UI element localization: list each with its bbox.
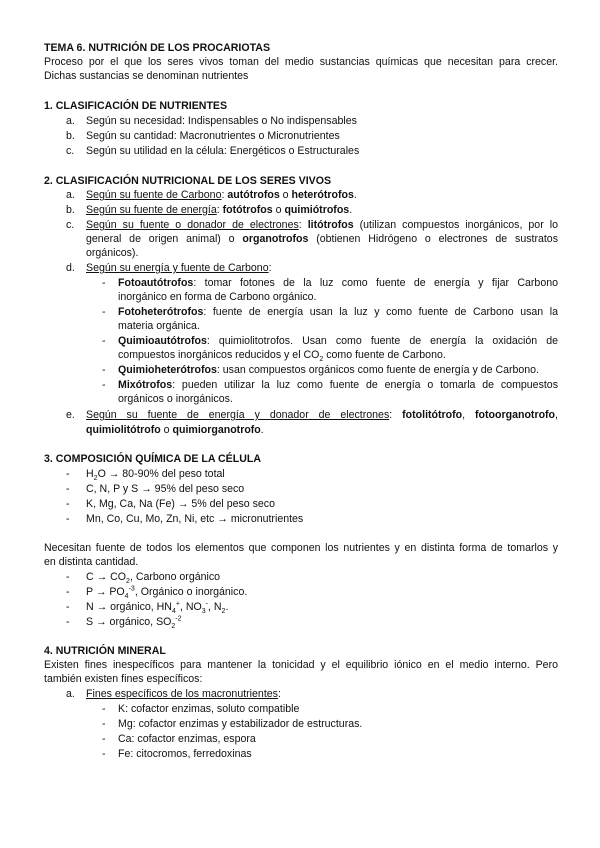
term-heterotrofos: heterótrofos xyxy=(291,189,354,201)
s1-item-b: Según su cantidad: Macronutrientes o Micronutrientes xyxy=(86,130,340,142)
s1-marker-b: b. xyxy=(66,130,75,142)
s1-marker-c: c. xyxy=(66,145,75,157)
s4-marker-a: a. xyxy=(66,688,75,700)
dash: - xyxy=(66,513,70,525)
s2-item-e-line-2: quimiolitótrofo o quimiorganotrofo. xyxy=(86,424,264,436)
s3-source-p: $P \to PO_4^{-3}$, Orgánico o inorgánico. xyxy=(86,585,248,601)
s2-c-label: Según su fuente o donador de electrones xyxy=(86,219,299,231)
dash: - xyxy=(102,748,106,760)
intro-line-1: Proceso por el que los seres vivos toman del medio sustancias químicas que necesitan para crecer. xyxy=(44,56,558,68)
quimioheterotrofos-line-1: Quimioheterótrofos: usan compuestos orgánicos como fuente de energía y de Carbono. xyxy=(118,364,540,376)
term-quimiotrofos: quimiótrofos xyxy=(284,204,350,216)
macronutrient-ca: Ca: cofactor enzimas, espora xyxy=(118,733,256,745)
fotoautotrofos-line-2: inorgánico en forma de Carbono orgánico. xyxy=(118,291,317,303)
s2-marker-c: c. xyxy=(66,219,75,231)
dash: - xyxy=(102,733,106,745)
term-litotrofos: litótrofos xyxy=(307,219,354,231)
dash: - xyxy=(102,335,106,347)
dash: - xyxy=(102,364,106,376)
fotoheterotrofos-line-2: materia orgánica. xyxy=(118,320,200,332)
s1-marker-a: a. xyxy=(66,115,75,127)
dash: - xyxy=(66,616,70,628)
s2-marker-d: d. xyxy=(66,262,75,274)
s2-item-a: Según su fuente de Carbono: autótrofos o heterótrofos. xyxy=(86,189,357,201)
s3-paragraph-line-1: Necesitan fuente de todos los elementos que componen los nutrientes y en distinta forma de tomarlos y xyxy=(44,542,558,554)
term-fototrofos: fotótrofos xyxy=(222,204,273,216)
s2-item-c-line-1: Según su fuente o donador de electrones: litótrofos (utilizan compuestos inorgánicos, por lo xyxy=(86,219,558,231)
s1-item-c: Según su utilidad en la célula: Energéticos o Estructurales xyxy=(86,145,360,157)
mixotrofos-line-2: orgánicos o inorgánicos. xyxy=(118,393,233,405)
s2-marker-a: a. xyxy=(66,189,75,201)
dash: - xyxy=(66,468,70,480)
macronutrient-mg: Mg: cofactor enzimas y estabilizador de estructuras. xyxy=(118,718,363,730)
s4-paragraph-line-1: Existen fines inespecíficos para mantener la tonicidad y el equilibrio iónico en el medio interno. Pero xyxy=(44,659,558,671)
s3-item-4: Mn, Co, Cu, Mo, Zn, Ni, etc → micronutrientes xyxy=(86,513,304,525)
fotoheterotrofos-line-1: Fotoheterótrofos: fuente de energía usan la luz y como fuente de Carbono usan la xyxy=(118,306,558,318)
dash: - xyxy=(66,483,70,495)
dash: - xyxy=(66,571,70,583)
section-3-heading: 3. COMPOSICIÓN QUÍMICA DE LA CÉLULA xyxy=(44,453,261,465)
s3-source-n: N → orgánico, $HN_4^+$, $NO_3^-$, $N_2$. xyxy=(86,600,229,616)
dash: - xyxy=(66,601,70,613)
s4-item-a: Fines específicos de los macronutrientes: xyxy=(86,688,281,700)
dash: - xyxy=(66,586,70,598)
s1-item-a: Según su necesidad: Indispensables o No indispensables xyxy=(86,115,357,127)
s2-marker-e: e. xyxy=(66,409,75,421)
macronutrient-fe: Fe: citocromos, ferredoxinas xyxy=(118,748,252,760)
s3-item-2: C, N, P y S → 95% del peso seco xyxy=(86,483,245,495)
s2-marker-b: b. xyxy=(66,204,75,216)
s3-paragraph-line-2: en distinta cantidad. xyxy=(44,556,139,568)
s2-item-c-line-3: orgánicos). xyxy=(86,247,139,259)
s2-d-label: Según su energía y fuente de Carbono xyxy=(86,262,269,274)
dash: - xyxy=(102,379,106,391)
s3-source-c: $C \to CO_2$, Carbono orgánico xyxy=(86,571,221,586)
section-1-heading: 1. CLASIFICACIÓN DE NUTRIENTES xyxy=(44,100,228,112)
s3-item-3: K, Mg, Ca, Na (Fe) → 5% del peso seco xyxy=(86,498,275,510)
section-4-heading: 4. NUTRICIÓN MINERAL xyxy=(44,645,166,657)
s4-paragraph-line-2: también existen fines específicos: xyxy=(44,673,203,685)
intro-line-2: Dichas sustancias se denominan nutrientes xyxy=(44,70,249,82)
dash: - xyxy=(102,277,106,289)
s3-item-1: $H_2O \to 80-90\%$ del peso total xyxy=(86,468,225,483)
dash: - xyxy=(102,306,106,318)
dash: - xyxy=(102,718,106,730)
s2-b-label: Según su fuente de energía xyxy=(86,204,217,216)
dash: - xyxy=(66,498,70,510)
quimioautotrofos-line-2: compuestos inorgánicos reducidos y el $CO_2$ como fuente de Carbono. xyxy=(118,349,446,364)
s2-item-c-line-2: general de origen animal) o organotrofos (obtienen Hidrógeno o electrones de sustratos xyxy=(86,233,558,245)
term-autotrofos: autótrofos xyxy=(227,189,280,201)
s2-e-label: Según su fuente de energía y donador de electrones xyxy=(86,409,390,421)
quimioautotrofos-line-1: Quimioautótrofos: quimiolitotrofos. Usan como fuente de energía la oxidación de xyxy=(118,335,558,347)
page-title: TEMA 6. NUTRICIÓN DE LOS PROCARIOTAS xyxy=(44,42,271,54)
term-organotrofos: organotrofos xyxy=(242,233,309,245)
s2-item-d: Según su energía y fuente de Carbono: xyxy=(86,262,272,274)
s3-source-s: S → orgánico, $SO_2^{-2}$ xyxy=(86,615,182,631)
macronutrient-k: K: cofactor enzimas, soluto compatible xyxy=(118,703,300,715)
s2-item-e-line-1: Según su fuente de energía y donador de electrones: fotolitótrofo, fotoorganotrofo, xyxy=(86,409,558,421)
mixotrofos-line-1: Mixótrofos: pueden utilizar la luz como fuente de energía o tomarla de compuestos xyxy=(118,379,558,391)
s2-item-b: Según su fuente de energía: fotótrofos o quimiótrofos. xyxy=(86,204,353,216)
dash: - xyxy=(102,703,106,715)
fotoautotrofos-line-1: Fotoautótrofos: tomar fotones de la luz como fuente de energía y fijar Carbono xyxy=(118,277,558,289)
s2-a-label: Según su fuente de Carbono xyxy=(86,189,222,201)
section-2-heading: 2. CLASIFICACIÓN NUTRICIONAL DE LOS SERES VIVOS xyxy=(44,175,332,187)
